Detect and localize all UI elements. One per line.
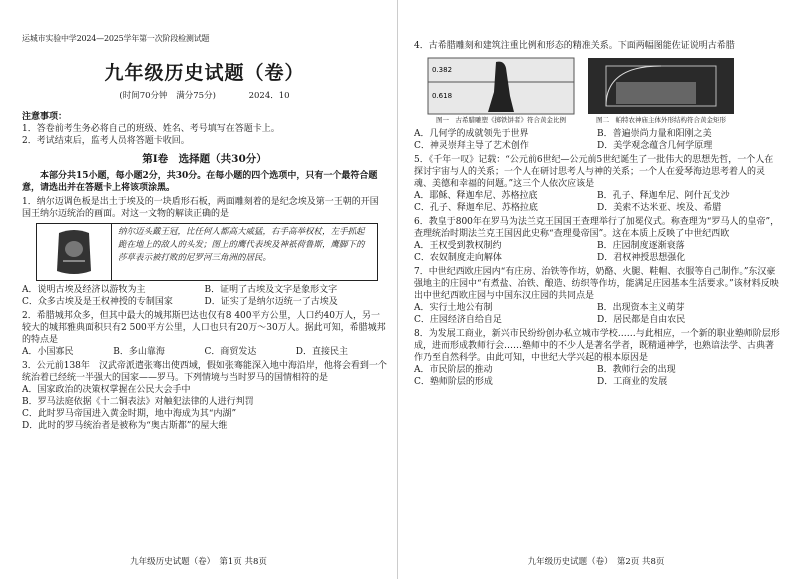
- option-a[interactable]: A．说明古埃及经济以游牧为主: [22, 285, 146, 295]
- option-d[interactable]: D．美索不达米亚、埃及、希腊: [597, 203, 722, 213]
- option-a[interactable]: A．小国寡民: [22, 347, 74, 357]
- option-d[interactable]: D．直接民主: [295, 347, 348, 357]
- option-b[interactable]: B．孔子、释迦牟尼、阿什瓦戈沙: [597, 191, 730, 201]
- section-intro: 本部分共15小题，每小题2分，共30分。在每小题的四个选项中，只有一个最符合题意，请选出并在答题卡上将该项涂黑。: [22, 171, 378, 193]
- option-c[interactable]: C．众多古埃及是王权神授的专制国家: [22, 297, 173, 307]
- option-b[interactable]: B．证明了古埃及文字是象形文字: [204, 285, 338, 295]
- option-a[interactable]: A．王权受到教权制约: [414, 241, 502, 251]
- option-b[interactable]: B．庄园制度逐渐衰落: [597, 241, 685, 251]
- question-stem: 6．教皇于800年在罗马为法兰克王国国王查理举行了加冕仪式。称查理为“罗马人的皇帝”，查理统治时期法兰克王国因此史称“查理曼帝国”。这在本质上反映了中世纪西欧: [414, 217, 780, 239]
- option-d[interactable]: D．工商业的发展: [597, 377, 668, 387]
- discobolus-icon: [426, 56, 576, 116]
- option-b[interactable]: B．出现资本主义萌芽: [597, 303, 685, 313]
- exam-time: (时间70分钟: [119, 91, 168, 101]
- source-box: [36, 223, 378, 281]
- exam-score: 满分75分): [176, 91, 216, 101]
- notice-item: 2．考试结束后，监考人员将答题卡收回。: [22, 136, 190, 146]
- page-footer-left: 九年级历史试题（卷） 第1页 共8页: [130, 557, 267, 567]
- question-6: [414, 216, 780, 264]
- option-b[interactable]: B．罗马法庭依据《十二铜表法》对触犯法律的人进行判罚: [22, 397, 254, 407]
- figure-1: [426, 56, 576, 124]
- question-stem: 1．纳尔迈调色板是出土于埃及的一块盾形石板，两面雕刻着的是纪念埃及第一王朝的开国国王纳尔迈统治的画面。对这一文物的解读正确的是: [22, 197, 379, 219]
- question-2: [22, 310, 387, 358]
- subtitle: [22, 89, 387, 101]
- palette-image: [37, 224, 112, 280]
- option-b[interactable]: B．多山靠海: [113, 347, 165, 357]
- question-5: [414, 154, 780, 214]
- figures: [426, 56, 780, 124]
- option-d[interactable]: D．证实了是纳尔迈统一了古埃及: [204, 297, 338, 307]
- option-c[interactable]: C．商贸发达: [204, 347, 257, 357]
- exam-header: 运城市实验中学2024—2025学年第一次阶段检测试题: [22, 34, 210, 43]
- question-8: [414, 328, 780, 388]
- option-a[interactable]: A．耶稣、释迦牟尼、苏格拉底: [414, 191, 538, 201]
- option-c[interactable]: C．庄园经济自给自足: [414, 315, 502, 325]
- page-footer-right: 九年级历史试题（卷） 第2页 共8页: [527, 557, 665, 567]
- ratio-label-a: 0.382: [432, 66, 453, 74]
- option-a[interactable]: A．几何学的成就领先于世界: [414, 129, 529, 139]
- option-c[interactable]: C．塾师阶层的形成: [414, 377, 493, 387]
- question-stem: 7．中世纪西欧庄园内“有庄房、治铁等作坊，奶酪、火腿、鞋帽、衣服等自己制作。”东汉豪强地主的庄园中“有煮盐、冶铁、酿造、纺织等作坊，能满足庄园基本生活要求。”该材料反映出中世纪西欧庄园与中国东汉庄园的共同点是: [414, 267, 779, 301]
- question-stem: 3．公元前138年 汉武帝派遣张骞出使西域，假如张骞能深入地中海沿岸，他将会看到一个统治着已经统一半强大的国家——罗马。下列情境与当时罗马的国情相符的是: [22, 361, 387, 383]
- option-c[interactable]: C．此时罗马帝国进入黄金时期，地中海成为其“内湖”: [22, 409, 237, 419]
- question-stem: 4．古希腊雕刻和建筑注重比例和形态的精准关系。下面两幅图能佐证说明古希腊: [414, 41, 735, 51]
- section-heading: 第Ⅰ卷 选择题（共30分）: [142, 153, 267, 165]
- ratio-label-b: 0.618: [432, 92, 453, 100]
- source-text: 纳尔迈头戴王冠，比任何人都高大威猛，右手高举权杖，左手抓起跪在地上的敌人的头发；图上的鹰代表埃及神祇荷鲁斯，鹰脚下的莎草表示被打败的尼罗河三角洲的居民。: [118, 227, 365, 263]
- parthenon-icon: [586, 56, 736, 116]
- question-stem: 2．希腊城邦众多，但其中最大的城邦斯巴达也仅有8 400平方公里，人口约40万人，另一较大的城邦雅典面积只有2 500平方公里，人口也只有20万～30万人。据此可知，希腊城邦的特点是: [22, 311, 386, 345]
- option-d[interactable]: D．此时的罗马统治者是被称为“奥古斯都”的屋大维: [22, 421, 228, 431]
- option-d[interactable]: D．君权神授思想强化: [597, 253, 686, 263]
- notice-item: 1．答卷前考生务必将自己的班级、姓名、考号填写在答题卡上。: [22, 124, 280, 134]
- notice-heading: 注意事项：: [22, 112, 68, 122]
- question-3: [22, 360, 387, 432]
- right-page: [397, 0, 794, 579]
- option-a[interactable]: A．市民阶层的推动: [414, 365, 493, 375]
- figure-2: [586, 56, 736, 124]
- figure-1-caption: 图一 古希腊雕塑《掷铁饼者》符合黄金比例: [436, 116, 566, 124]
- option-d[interactable]: D．美学观念蕴含几何学原理: [597, 141, 713, 151]
- option-d[interactable]: D．居民都是自由农民: [597, 315, 686, 325]
- option-a[interactable]: A．国家政治的决策权掌握在公民大会手中: [22, 385, 191, 395]
- exam-date: 2024．10: [248, 91, 290, 101]
- question-stem: 5．《千年一叹》记载：“公元前6世纪—公元前5世纪诞生了一批伟大的思想先哲，一个人在探讨宇宙与人的关系；一个人在研讨思考人与神的关系；一个人在爱琴海边思考着人的灵魂、美德和幸福的问题。”这三个人依次应该是: [414, 155, 774, 189]
- question-4: [414, 40, 780, 152]
- option-c[interactable]: C．孔子、释迦牟尼、苏格拉底: [414, 203, 538, 213]
- option-a[interactable]: A．实行土地公有制: [414, 303, 493, 313]
- figure-2-caption: 图二 帕特农神庙主体外形结构符合黄金矩形: [596, 116, 726, 124]
- question-1: [22, 196, 387, 308]
- option-c[interactable]: C．神灵崇拜主导了艺术创作: [414, 141, 529, 151]
- option-b[interactable]: B．普遍崇尚力量和阳刚之美: [597, 129, 712, 139]
- option-b[interactable]: B．教师行会的出现: [597, 365, 676, 375]
- palette-icon: [51, 227, 97, 277]
- page-title: 九年级历史试题（卷）: [104, 62, 305, 84]
- option-c[interactable]: C．农奴制度走向解体: [414, 253, 502, 263]
- question-7: [414, 266, 780, 326]
- question-stem: 8．为发展工商业，新兴市民纷纷创办私立城市学校……与此相应，一个新的职业塾师阶层形成，进而形成教师行会……塾师中的不少人是著名学者，既精通神学，也熟谙法学、古典著作乃至自然科学。由此可知，中世纪大学兴起的根本原因是: [414, 329, 780, 363]
